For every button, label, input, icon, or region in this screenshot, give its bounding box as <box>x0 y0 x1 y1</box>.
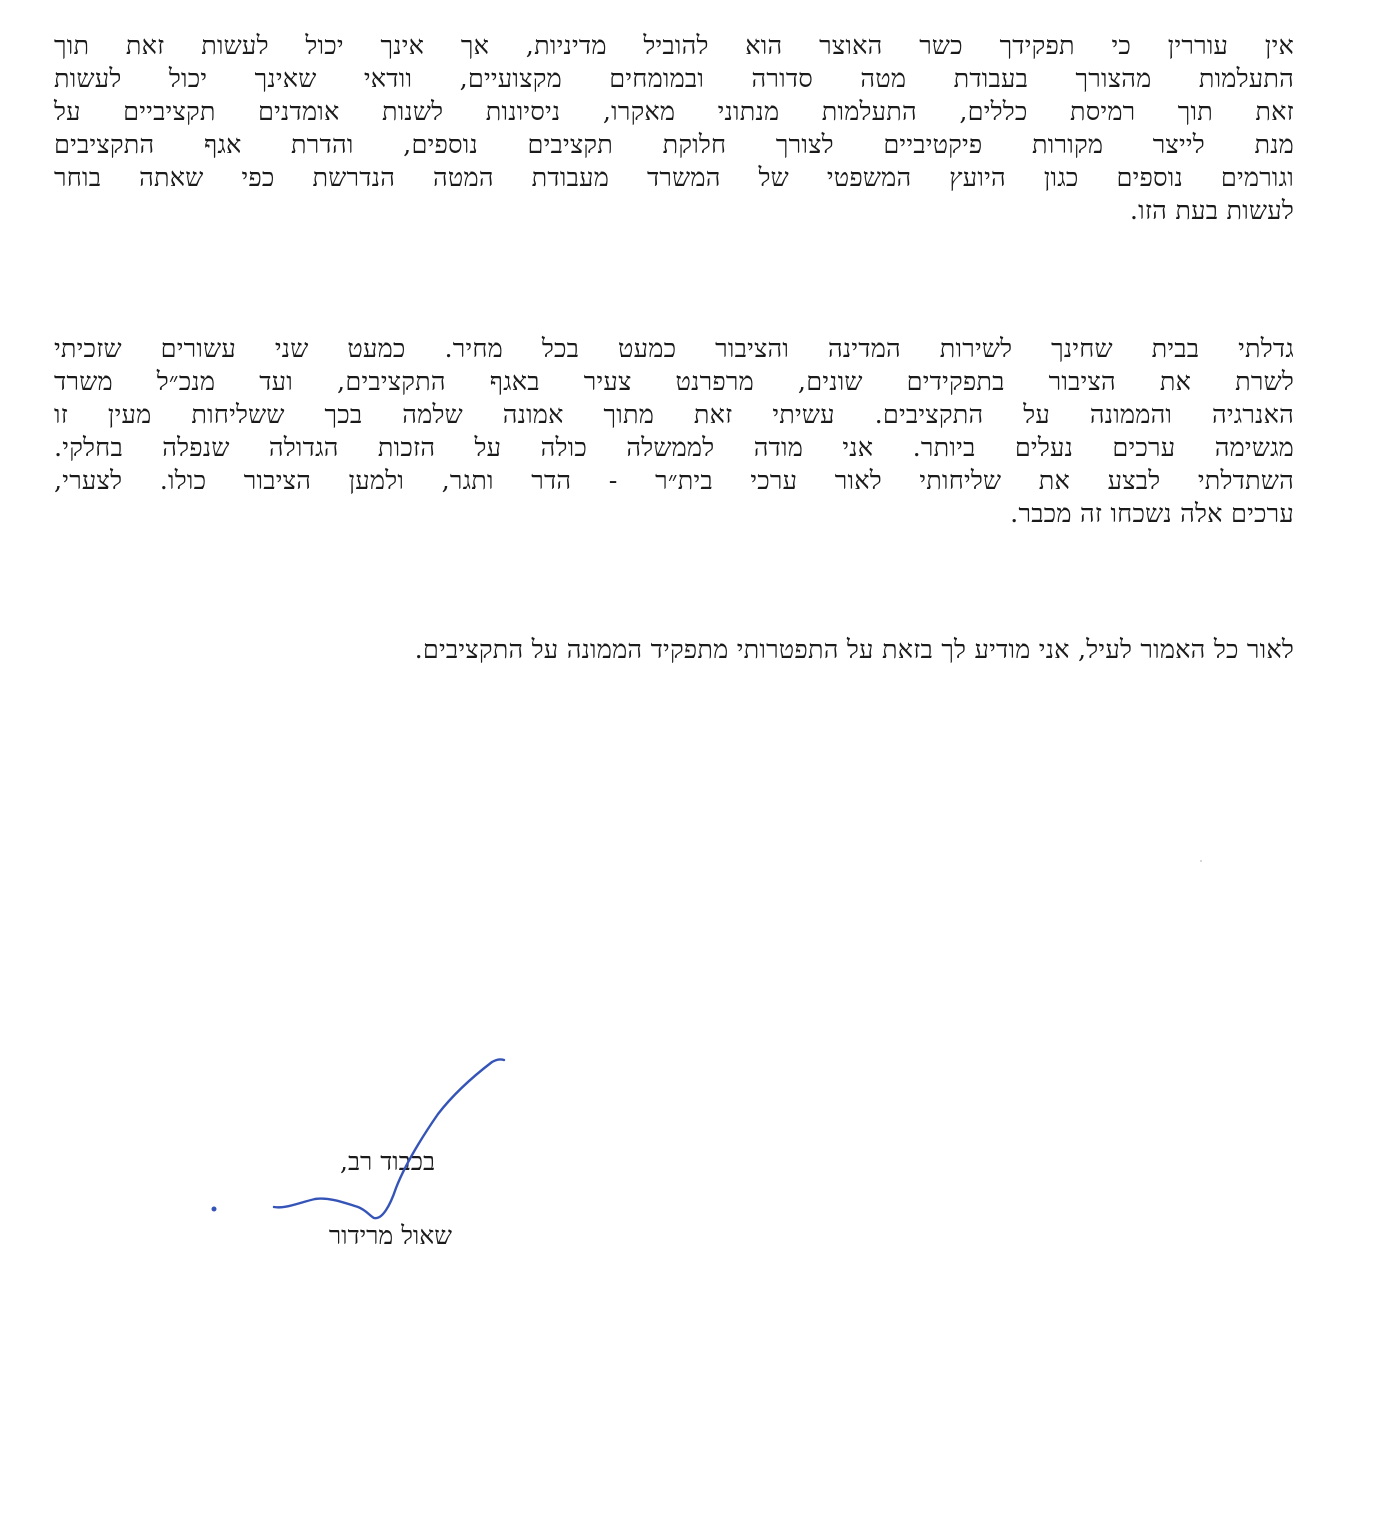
text-line: מנת לייצר מקורות פיקטיביים לצורך חלוקת תקציבים נוספים, והדרת אגף התקציבים <box>54 130 1294 160</box>
paragraph-2 <box>54 333 1294 531</box>
closing-regards: בכבוד רב, <box>340 1147 435 1176</box>
text-line: השתדלתי לבצע את שליחותי לאור ערכי בית״ר - הדר ותגר, ולמען הציבור כולו. לצערי, <box>54 466 1294 496</box>
scan-speck <box>1200 860 1202 862</box>
signature-stroke <box>274 1059 504 1218</box>
signature-dot <box>212 1207 217 1212</box>
text-line: וגורמים נוספים כגון היועץ המשפטי של המשרד מעבודת המטה הנדרשת כפי שאתה בוחר <box>54 163 1294 193</box>
text-line: זאת תוך רמיסת כללים, התעלמות מנתוני מאקרו, ניסיונות לשנות אומדנים תקציביים על <box>54 97 1294 127</box>
text-line: התעלמות מהצורך בעבודת מטה סדורה ובמומחים מקצועיים, וודאי שאינך יכול לעשות <box>54 64 1294 94</box>
paragraph-3-resignation-statement <box>54 634 1294 667</box>
text-line: ערכים אלה נשכחו זה מכבר. <box>1010 499 1294 529</box>
text-line: מגשימה ערכים נעלים ביותר. אני מודה לממשלה כולה על הזכות הגדולה שנפלה בחלקי. <box>54 433 1294 463</box>
text-line: גדלתי בבית שחינך לשירות המדינה והציבור כמעט בכל מחיר. כמעט שני עשורים שזכיתי <box>54 334 1294 364</box>
text-line: לעשות בעת הזו. <box>1129 196 1294 226</box>
signatory-name: שאול מרידור <box>328 1221 452 1250</box>
paragraph-1 <box>54 30 1294 228</box>
text-line: לאור כל האמור לעיל, אני מודיע לך בזאת על התפטרותי מתפקיד הממונה על התקציבים. <box>414 635 1294 665</box>
text-line: האנרגיה והממונה על התקציבים. עשיתי זאת מתוך אמונה שלמה בכך ששליחות מעין זו <box>54 400 1294 430</box>
text-line: לשרת את הציבור בתפקידים שונים, מרפרנט צעיר באגף התקציבים, ועד מנכ״ל משרד <box>54 367 1294 397</box>
text-line: אין עוררין כי תפקידך כשר האוצר הוא להוביל מדיניות, אך אינך יכול לעשות זאת תוך <box>54 31 1294 61</box>
